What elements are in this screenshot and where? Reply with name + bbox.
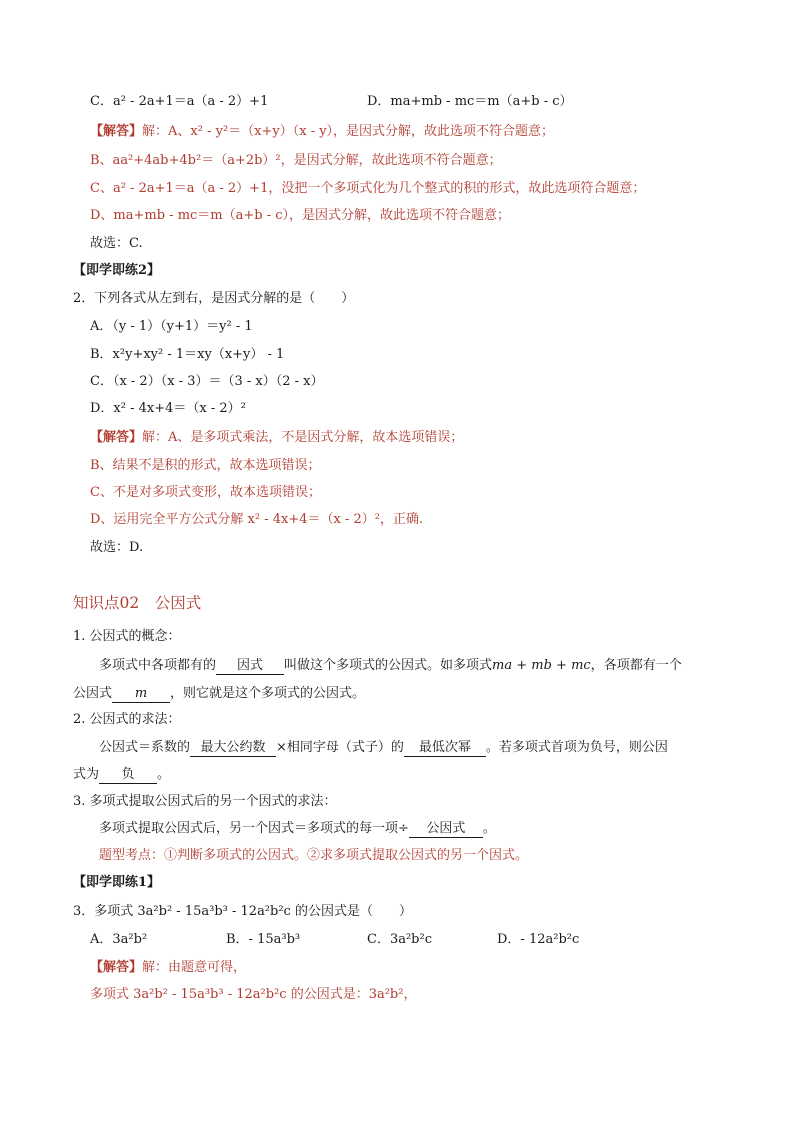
option-d: D．ma+mb - mc＝m（a+b - c）	[367, 94, 573, 109]
section-heading: 【即学即练1】	[73, 875, 161, 890]
type-note: 题型考点：①判断多项式的公因式。②求多项式提取公因式的另一个因式。	[99, 848, 529, 863]
blank-answer: 公因式	[409, 821, 483, 838]
answer-line: C、不是对多项式变形，故本选项错误；	[90, 485, 321, 500]
option-b: B．- 15a³b³	[226, 932, 301, 947]
option-c: C．a² - 2a+1＝a（a - 2）+1	[90, 94, 269, 109]
item2-text-cont: 式为 负 。	[73, 767, 171, 782]
question: 3．多项式 3a²b² - 15a³b³ - 12a²b²c 的公因式是（ ）	[73, 904, 412, 919]
answer-tag: 【解答】	[90, 124, 143, 139]
item3-text: 多项式提取公因式后，另一个因式＝多项式的每一项÷ 公因式 。	[99, 821, 496, 836]
blank-answer: 最低次幂	[404, 740, 486, 757]
item3-title: 3. 多项式提取公因式后的另一个因式的求法：	[73, 794, 337, 809]
answer-line: 多项式 3a²b² - 15a³b³ - 12a²b²c 的公因式是：3a²b²，	[90, 987, 417, 1002]
option-d: D．x² - 4x+4＝（x - 2）²	[90, 401, 246, 416]
answer-line: B、结果不是积的形式，故本选项错误；	[90, 458, 321, 473]
blank-answer: 因式	[216, 658, 284, 675]
answer-tag: 【解答】	[90, 430, 143, 445]
answer-line: C、a² - 2a+1＝a（a - 2）+1，没把一个多项式化为几个整式的积的形式，故此选项符合题意；	[90, 181, 646, 196]
answer-text: 解：由题意可得，	[142, 960, 247, 975]
answer-line	[90, 959, 246, 977]
question: 2．下列各式从左到右，是因式分解的是（ ）	[73, 291, 355, 306]
answer-line	[90, 123, 554, 141]
answer-line	[90, 429, 463, 447]
option-c: C．3a²b²c	[367, 932, 432, 947]
blank-answer: 负	[99, 767, 157, 784]
answer-line: B、aa²+4ab+4b²＝（a+2b）²，是因式分解，故此选项不符合题意；	[90, 153, 502, 168]
item1-text: 多项式中各项都有的 因式 叫做这个多项式的公因式。如多项式ma + mb + mc，各项都有一个	[99, 658, 682, 673]
option-a: A．（y - 1）（y+1）＝y² - 1	[90, 319, 253, 334]
answer-text: 解：A、x² - y²＝（x+y）（x - y），是因式分解，故此选项不符合题意；	[142, 124, 555, 139]
answer-text: 解：A、是多项式乘法，不是因式分解，故本选项错误；	[142, 430, 464, 445]
conclusion: 故选：C.	[90, 236, 143, 251]
option-d: D．- 12a²b²c	[497, 932, 580, 947]
conclusion: 故选：D.	[90, 540, 144, 555]
option-a: A．3a²b²	[90, 932, 148, 947]
section-heading: 【即学即练2】	[73, 263, 161, 278]
option-c: C．（x - 2）（x - 3）＝（3 - x）（2 - x）	[90, 374, 324, 389]
item1-title: 1. 公因式的概念：	[73, 629, 181, 644]
blank-answer: 最大公约数	[190, 740, 276, 757]
item1-text-cont: 公因式 m ，则它就是这个多项式的公因式。	[73, 686, 366, 701]
blank-answer: m	[112, 686, 170, 703]
knowledge-title: 知识点02 公因式	[73, 594, 202, 612]
item2-title: 2. 公因式的求法：	[73, 712, 181, 727]
item2-text: 公因式＝系数的 最大公约数 ×相同字母（式子）的 最低次幂 。若多项式首项为负号，则公因	[99, 740, 668, 755]
answer-line: D、运用完全平方公式分解 x² - 4x+4＝（x - 2）²，正确.	[90, 512, 424, 527]
formula: ma + mb + mc	[492, 658, 591, 673]
option-b: B．x²y+xy² - 1＝xy（x+y） - 1	[90, 347, 285, 362]
answer-tag: 【解答】	[90, 960, 143, 975]
answer-line: D、ma+mb - mc＝m（a+b - c），是因式分解，故此选项不符合题意；	[90, 208, 511, 223]
